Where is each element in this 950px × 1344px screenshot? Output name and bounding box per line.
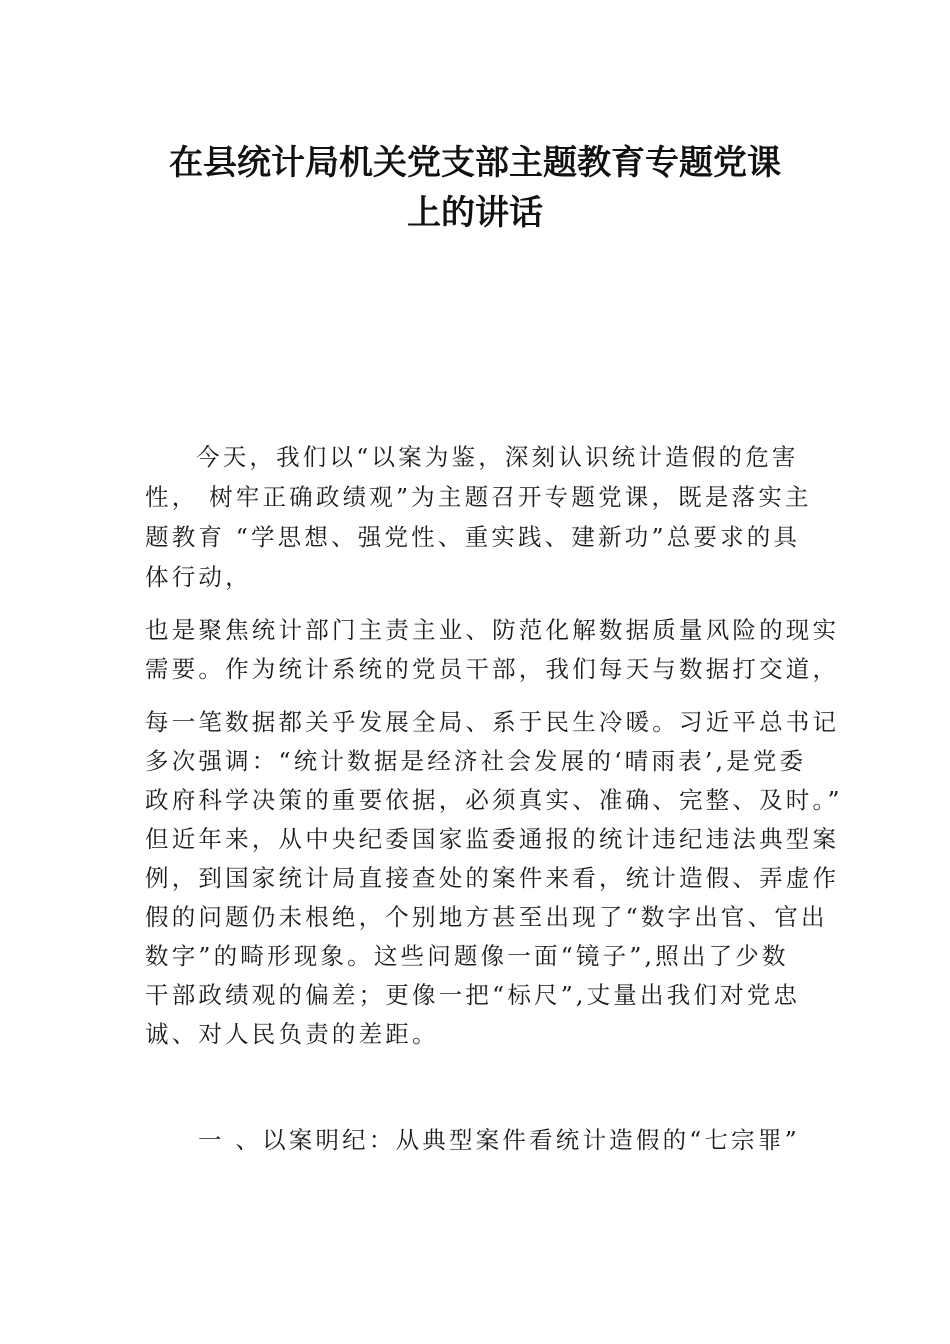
paragraph-3-line-2: 多次强调：“统计数据是经济社会发展的‘晴雨表’,是党委 bbox=[145, 747, 807, 775]
document-title-line-2: 上的讲话 bbox=[407, 193, 543, 233]
document-title-line-1: 在县统计局机关党支部主题教育专题党课 bbox=[169, 143, 781, 183]
paragraph-3-line-4: 但近年来，从中央纪委国家监委通报的统计违纪违法典型案 bbox=[145, 825, 840, 853]
paragraph-3-line-5: 例，到国家统计局直接查处的案件来看，统计造假、弄虚作 bbox=[145, 864, 840, 892]
paragraph-3-line-6: 假的问题仍未根绝，个别地方甚至出现了“数字出官、官出 bbox=[145, 903, 828, 931]
paragraph-2-line-1: 也是聚焦统计部门主责主业、防范化解数据质量风险的现实 bbox=[145, 616, 840, 644]
paragraph-1-line-3: 题教育 “学思想、强党性、重实践、建新功”总要求的具 bbox=[145, 523, 801, 551]
paragraph-1-line-2: 性， 树牢正确政绩观”为主题召开专题党课，既是落实主 bbox=[145, 483, 812, 511]
paragraph-3-line-8: 干部政绩观的偏差；更像一把“标尺”,丈量出我们对党忠 bbox=[145, 981, 801, 1009]
section-heading: 一 、以案明纪：从典型案件看统计造假的“七宗罪” bbox=[198, 1126, 800, 1154]
paragraph-1-line-4: 体行动， bbox=[145, 563, 252, 591]
paragraph-3-line-7: 数字”的畸形现象。这些问题像一面“镜子”,照出了少数 bbox=[145, 942, 789, 970]
paragraph-3-line-3: 政府科学决策的重要依据，必须真实、准确、完整、及时。” bbox=[145, 786, 843, 814]
paragraph-3-line-9: 诚、对人民负责的差距。 bbox=[145, 1020, 439, 1048]
paragraph-3-line-1: 每一笔数据都关乎发展全局、系于民生冷暖。习近平总书记 bbox=[145, 708, 840, 736]
paragraph-2-line-2: 需要。作为统计系统的党员干部，我们每天与数据打交道， bbox=[145, 655, 840, 683]
paragraph-1-line-1: 今天，我们以“以案为鉴，深刻认识统计造假的危害 bbox=[196, 443, 799, 471]
